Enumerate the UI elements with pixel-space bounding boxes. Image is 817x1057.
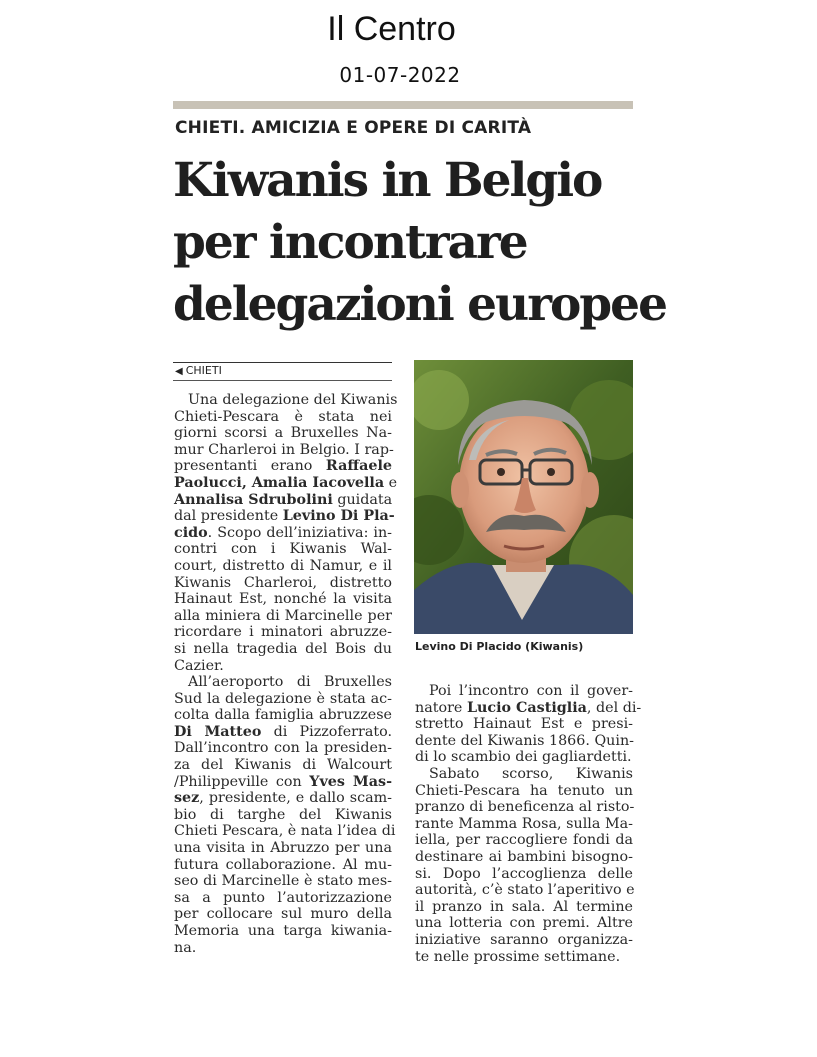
body-line: /Philippeville con Yves Mas-: [174, 773, 392, 790]
portrait-illustration: [414, 360, 633, 634]
body-line: Poi l’incontro con il gover-: [429, 683, 633, 699]
body-line: iniziative saranno organizza-: [415, 931, 633, 948]
body-line: Chieti Pescara, è nata l’idea di: [174, 823, 396, 840]
body-line: Hainaut Est, nonché la visita: [174, 591, 392, 608]
body-line: iella, per raccogliere fondi da: [415, 832, 633, 849]
location-tag: [175, 364, 222, 377]
body-line: Sabato scorso, Kiwanis: [429, 765, 633, 782]
publication-date: 01-07-2022: [339, 63, 461, 87]
body-line: sa a punto l’autorizzazione: [174, 889, 392, 906]
person-name: Raffaele: [325, 458, 392, 475]
body-line: Una delegazione del Kiwanis: [188, 392, 398, 408]
body-line: contri con i Kiwanis Wal-: [174, 541, 392, 558]
body-line: za del Kiwanis di Walcourt: [174, 757, 392, 774]
body-line: Sud la delegazione è stata ac-: [174, 690, 392, 707]
body-line: cido. Scopo dell’iniziativa: in-: [174, 524, 392, 541]
body-line: autorità, c’è stato l’aperitivo e: [415, 882, 635, 899]
body-line: alla miniera di Marcinelle per: [174, 607, 392, 624]
body-line: destinare ai bambini bisogno-: [415, 848, 633, 865]
location-label: CHIETI: [185, 364, 222, 377]
body-line: pranzo di beneficenza al risto-: [415, 799, 635, 816]
body-line: stretto Hainaut Est e presi-: [415, 716, 633, 733]
body-line: il pranzo in sala. Al termine: [415, 898, 633, 915]
location-rule-top: [173, 362, 392, 363]
article-body-left-column: [174, 392, 398, 956]
body-line: sez, presidente, e dallo scam-: [174, 790, 392, 807]
body-line: Chieti-Pescara è stata nei: [174, 408, 392, 425]
body-line: rante Mamma Rosa, sulla Ma-: [415, 815, 633, 832]
headline-line: delegazioni europee: [173, 277, 666, 332]
triangle-marker-icon: ◀: [175, 366, 183, 377]
body-line: Cazier.: [174, 657, 224, 674]
body-line: All’aeroporto di Bruxelles: [188, 674, 392, 691]
body-line: court, distretto di Namur, e il: [174, 557, 392, 574]
body-line: na.: [174, 939, 197, 956]
person-name: Di Matteo: [174, 723, 262, 740]
body-line: te nelle prossime settimane.: [415, 948, 621, 965]
location-rule-bottom: [173, 380, 392, 381]
body-line: Di Matteo di Pizzoferrato.: [174, 723, 392, 740]
body-line: una visita in Abruzzo per una: [174, 840, 392, 857]
person-name: sez: [174, 790, 200, 807]
body-line: si. Dopo l’accoglienza delle: [415, 865, 633, 882]
body-text: presentanti erano: [174, 458, 326, 475]
body-line: [174, 458, 392, 475]
body-line: per collocare sul muro della: [174, 906, 392, 923]
body-line: natore Lucio Castiglia, del di-: [415, 699, 642, 716]
body-line: di lo scambio dei gagliardetti.: [415, 749, 632, 766]
person-name: Annalisa Sdrubolini: [174, 491, 333, 508]
body-line: Chieti-Pescara ha tenuto un: [415, 782, 633, 799]
person-name: Lucio Castiglia: [466, 699, 587, 716]
header-rule: [173, 101, 633, 109]
article-body-right-column: [415, 683, 642, 965]
body-line: una lotteria con premi. Altre: [415, 915, 633, 932]
body-line: dente del Kiwanis 1866. Quin-: [415, 732, 634, 749]
body-line: Kiwanis Charleroi, distretto: [174, 574, 392, 591]
photo-caption: Levino Di Placido (Kiwanis): [415, 640, 584, 653]
body-line: giorni scorsi a Bruxelles Na-: [174, 425, 392, 442]
body-line: seo di Marcinelle è stato mes-: [174, 873, 392, 890]
body-line: ricordare i minatori abruzze-: [174, 624, 392, 641]
body-line: colta dalla famiglia abruzzese: [174, 707, 392, 724]
person-name: Levino Di Pla-: [282, 508, 395, 525]
body-line: Dall’incontro con la presiden-: [174, 740, 392, 757]
body-line: si nella tragedia del Bois du: [174, 640, 392, 657]
headline-line: Kiwanis in Belgio: [173, 153, 602, 208]
person-name: Yves Mas-: [309, 773, 392, 790]
body-line: bio di targhe del Kiwanis: [174, 806, 392, 823]
body-line: futura collaborazione. Al mu-: [174, 856, 392, 873]
body-line: Memoria una targa kiwania-: [174, 923, 392, 939]
headline-line: per incontrare: [173, 215, 527, 270]
newspaper-masthead: Il Centro: [327, 10, 456, 48]
body-line: dal presidente Levino Di Pla-: [174, 508, 395, 525]
article-kicker: CHIETI. AMICIZIA E OPERE DI CARITÀ: [175, 118, 532, 138]
body-line: mur Charleroi in Belgio. I rap-: [174, 441, 394, 458]
body-line: Paolucci, Amalia Iacovella e: [174, 474, 398, 491]
body-line: Annalisa Sdrubolini guidata: [174, 491, 393, 508]
article-headline: [173, 150, 666, 336]
person-name: Paolucci, Amalia Iacovella: [174, 474, 385, 491]
portrait-photo: [414, 360, 633, 634]
person-name: cido: [174, 524, 208, 541]
